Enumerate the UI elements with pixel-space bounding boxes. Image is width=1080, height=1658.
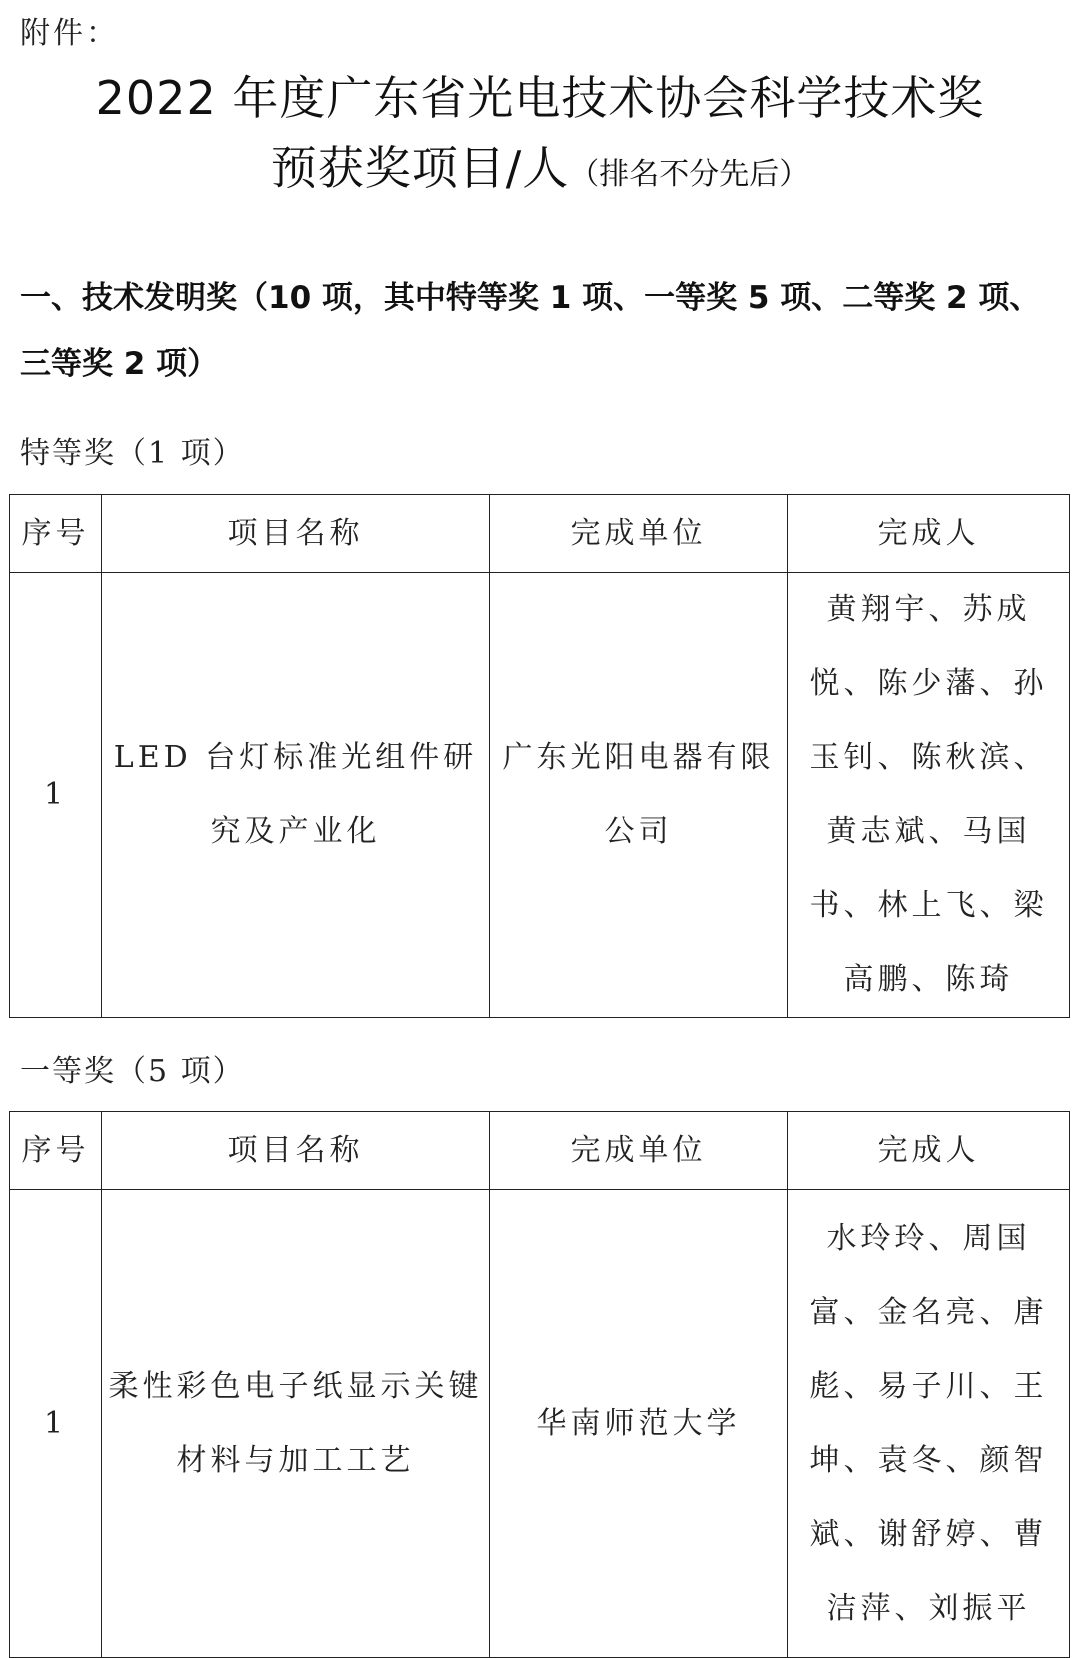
first-prize-heading: 一等奖（5 项） <box>20 1054 245 1089</box>
table-header-row <box>10 495 1070 573</box>
header-no: 序号 <box>10 1112 102 1190</box>
row-unit: 广东光阳电器有限公司 <box>490 573 788 1018</box>
header-project: 项目名称 <box>102 495 490 573</box>
row-no: 1 <box>10 1190 102 1658</box>
first-prize-table <box>9 1111 1070 1658</box>
header-project: 项目名称 <box>102 1112 490 1190</box>
table-row <box>10 1190 1070 1658</box>
document-title-note: （排名不分先后） <box>569 157 810 192</box>
row-project: 柔性彩色电子纸显示关键材料与加工工艺 <box>102 1190 490 1658</box>
special-prize-table <box>9 494 1070 1018</box>
row-people: 水玲玲、周国富、金名亮、唐彪、易子川、王坤、袁冬、颜智斌、谢舒婷、曹洁萍、刘振平 <box>788 1190 1070 1658</box>
document-title-line2 <box>0 132 1080 198</box>
special-prize-heading: 特等奖（1 项） <box>20 436 245 471</box>
table-row <box>10 573 1070 1018</box>
row-project: LED 台灯标准光组件研究及产业化 <box>102 573 490 1018</box>
document-title-main: 预获奖项目/人 <box>270 141 570 195</box>
table-header-row <box>10 1112 1070 1190</box>
header-people: 完成人 <box>788 495 1070 573</box>
attachment-label: 附件： <box>20 16 119 51</box>
row-people: 黄翔宇、苏成悦、陈少藩、孙玉钊、陈秋滨、黄志斌、马国书、林上飞、梁高鹏、陈琦 <box>788 573 1070 1018</box>
header-unit: 完成单位 <box>490 1112 788 1190</box>
document-title-line1: 2022 年度广东省光电技术协会科学技术奖 <box>95 71 985 125</box>
header-unit: 完成单位 <box>490 495 788 573</box>
header-people: 完成人 <box>788 1112 1070 1190</box>
header-no: 序号 <box>10 495 102 573</box>
section-heading-technical-invention: 一、技术发明奖（10 项，其中特等奖 1 项、一等奖 5 项、二等奖 2 项、三等奖 2 项） <box>20 280 1041 382</box>
row-unit: 华南师范大学 <box>490 1190 788 1658</box>
row-no: 1 <box>10 573 102 1018</box>
